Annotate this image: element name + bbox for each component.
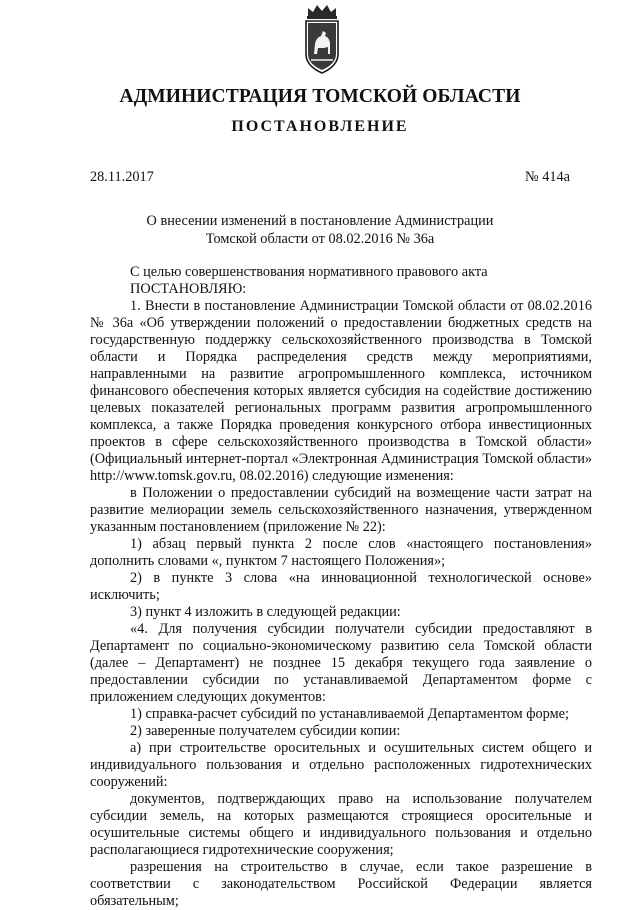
document-date: 28.11.2017: [90, 169, 154, 185]
resolution-keyword: ПОСТАНОВЛЯЮ:: [130, 281, 247, 297]
document-subject: [0, 212, 640, 248]
document-type: ПОСТАНОВЛЕНИЕ: [231, 118, 409, 135]
paragraph: «4. Для получения субсидии получатели субсидии предоставляют в Департамент по социально-экономическому развитию села Томской области (далее – Департамент) не позднее 15 декабря текущего года заявление о предоставлении субсидии по устанавливаемой Департаментом форме с приложением следующих документов:: [90, 621, 592, 705]
preamble: С целью совершенствования нормативного правового акта: [130, 264, 488, 280]
subject-line: О внесении изменений в постановление Администрации: [146, 213, 494, 229]
coat-of-arms-icon: [302, 2, 342, 76]
document-body: [90, 264, 592, 910]
subject-line: Томской области от 08.02.2016 № 36а: [205, 231, 435, 247]
paragraph: 1) абзац первый пункта 2 после слов «настоящего постановления» дополнить словами «, пунктом 7 настоящего Положения»;: [90, 536, 592, 569]
organization-title: АДМИНИСТРАЦИЯ ТОМСКОЙ ОБЛАСТИ: [119, 86, 521, 107]
paragraph: 2) заверенные получателем субсидии копии:: [130, 723, 401, 739]
paragraph: 3) пункт 4 изложить в следующей редакции:: [130, 604, 401, 620]
paragraph: 1) справка-расчет субсидий по устанавливаемой Департаментом форме;: [130, 706, 569, 722]
document-number: № 414а: [524, 169, 570, 185]
paragraph: разрешения на строительство в случае, если такое разрешение в соответствии с законодательством Российской Федерации является обязательным;: [90, 859, 592, 909]
paragraph: а) при строительстве оросительных и осушительных систем общего и индивидуального пользования и отдельно расположенных гидротехнических сооружений:: [90, 740, 592, 790]
paragraph: 2) в пункте 3 слова «на инновационной технологической основе» исключить;: [90, 570, 592, 603]
paragraph: документов, подтверждающих право на использование получателем субсидии земель, на которых размещаются строящиеся оросительные и осушительные системы общего и индивидуального пользования и отдельно располагающиеся гидротехнические сооружения;: [90, 791, 592, 858]
paragraph: в Положении о предоставлении субсидий на возмещение части затрат на развитие мелиорации земель сельскохозяйственного назначения, утвержденном указанным постановлением (приложение № 22):: [90, 485, 592, 535]
paragraph: 1. Внести в постановление Администрации Томской области от 08.02.2016 № 36а «Об утверждении положений о предоставлении бюджетных средств на государственную поддержку сельскохозяйственного производства в Томской области и Порядка распределения средств между мероприятиями, направленными на развитие агропромышленного комплекса, источником финансового обеспечения которых является субсидия на содействие достижению целевых показателей региональных программ развития агропромышленного комплекса, а также Порядка проведения конкурсного отбора инвестиционных проектов в сфере сельскохозяйственного производства в Томской области» (Официальный интернет-портал «Электронная Администрация Томской области» http://www.tomsk.gov.ru, 08.02.2016) следующие изменения:: [90, 298, 592, 484]
